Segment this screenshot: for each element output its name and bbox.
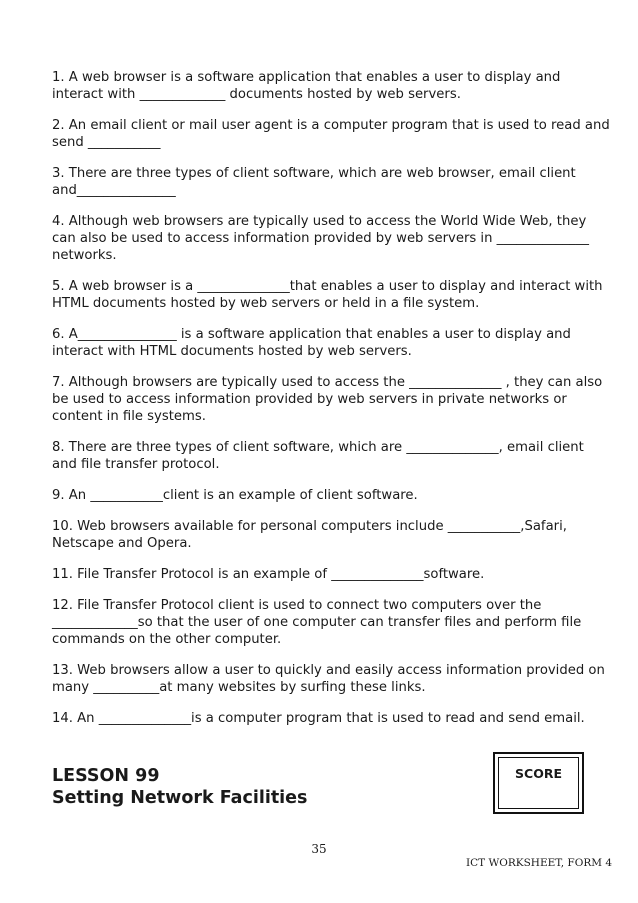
lesson-number: LESSON 99 [52,766,160,786]
score-box-inner-frame [498,757,579,809]
question-14: 14. An ______________is a computer program that is used to read and send email. [52,711,585,726]
page-number: 35 [311,842,327,856]
lesson-title: Setting Network Facilities [52,788,308,808]
score-box [493,752,584,814]
question-1: 1. A web browser is a software application that enables a user to display and interact with _____________ documents hosted by web servers. [52,70,561,102]
question-13: 13. Web browsers allow a user to quickly and easily access information provided on many __________at many websites by surfing these links. [52,663,605,695]
question-4: 4. Although web browsers are typically used to access the World Wide Web, they can also be used to access information provided by web servers in ______________ networks. [52,214,589,263]
question-11: 11. File Transfer Protocol is an example of ______________software. [52,567,485,582]
question-12: 12. File Transfer Protocol client is used to connect two computers over the _____________so that the user of one computer can transfer files and perform file commands on the other computer. [52,598,582,647]
question-10: 10. Web browsers available for personal computers include ___________,Safari, Netscape and Opera. [52,519,567,551]
question-8: 8. There are three types of client software, which are ______________, email client and file transfer protocol. [52,440,584,472]
question-list [52,69,612,741]
question-5: 5. A web browser is a ______________that enables a user to display and interact with HTML documents hosted by web servers or held in a file system. [52,279,603,311]
question-6: 6. A_______________ is a software application that enables a user to display and interact with HTML documents hosted by web servers. [52,327,571,359]
question-2: 2. An email client or mail user agent is a computer program that is used to read and send ___________ [52,118,610,150]
footer-text: ICT WORKSHEET, FORM 4 [465,857,612,869]
question-3: 3. There are three types of client software, which are web browser, email client and_______________ [52,166,576,198]
score-label: SCORE [515,766,562,781]
question-9: 9. An ___________client is an example of client software. [52,488,418,503]
question-7: 7. Although browsers are typically used to access the ______________ , they can also be used to access information provided by web servers in private networks or content in file systems. [52,375,603,424]
lesson-heading [52,765,307,809]
